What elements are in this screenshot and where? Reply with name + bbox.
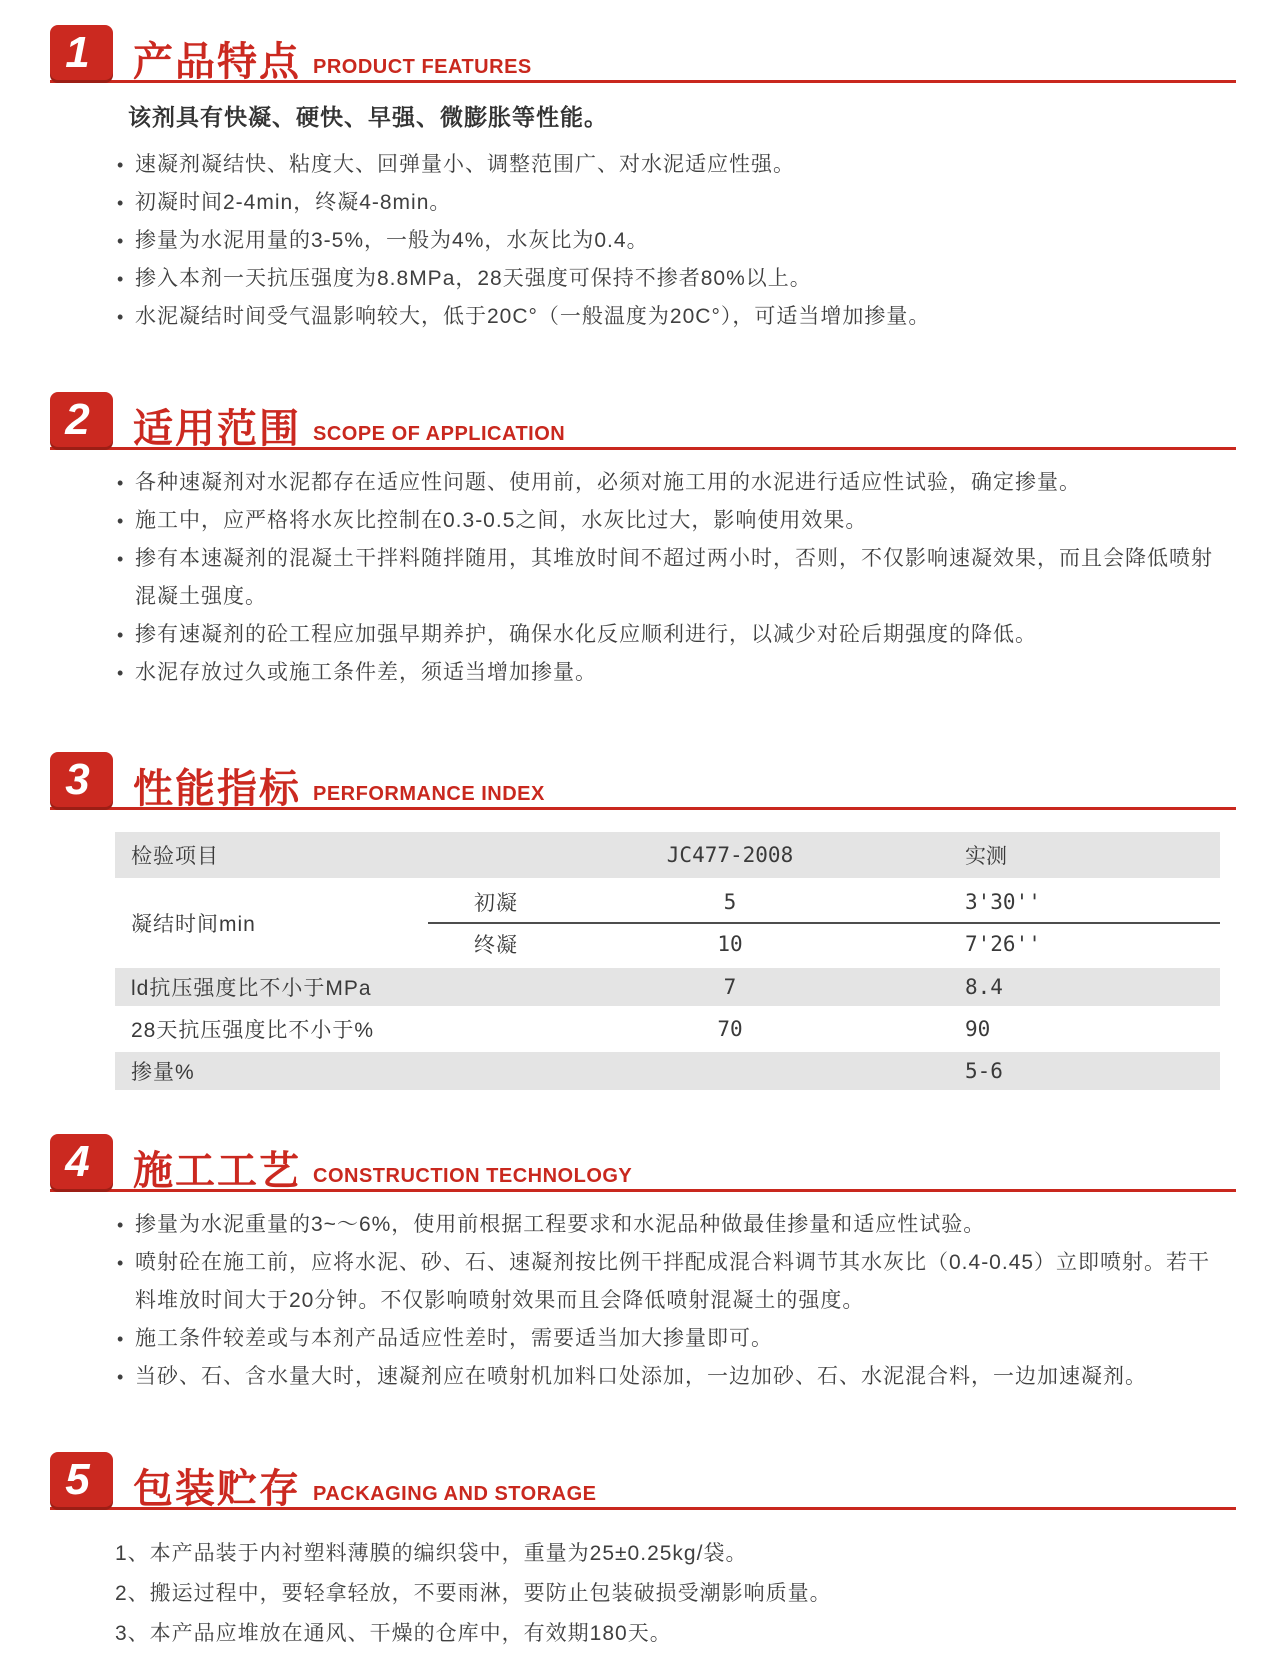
construction-bullet: • 当砂、石、含水量大时，速凝剂应在喷射机加料口处添加，一边加砂、石、水泥混合料，一边加速凝剂。: [115, 1358, 1220, 1396]
feature-bullet: • 速凝剂凝结快、粘度大、回弹量小、调整范围广、对水泥适应性强。: [115, 146, 1220, 184]
standard-value: 70: [717, 1017, 743, 1041]
packaging-item: 2、搬运过程中，要轻拿轻放，不要雨淋，要防止包装破损受潮影响质量。: [115, 1582, 832, 1605]
scope-bullet: • 掺有本速凝剂的混凝土干拌料随拌随用，其堆放时间不超过两小时，否则，不仅影响速凝效果，而且会降低喷射混凝土强度。: [115, 540, 1220, 616]
section-scope-of-application: [0, 392, 1280, 692]
standard-value: 5: [723, 890, 737, 914]
table-row-1d-strength: [115, 968, 1220, 1006]
section-subtitle: PRODUCT FEATURES: [313, 56, 532, 78]
measured-value: 3'30'': [965, 890, 1041, 914]
section-number-badge: 5: [50, 1452, 113, 1507]
construction-bullet: • 掺量为水泥重量的3~～6%，使用前根据工程要求和水泥品种做最佳掺量和适应性试验。: [115, 1206, 1220, 1244]
header-standard: JC477-2008: [666, 843, 794, 867]
row-label: 凝结时间min: [131, 913, 256, 936]
section-number-badge: 2: [50, 392, 113, 447]
section-packaging-storage: [0, 1452, 1280, 1654]
scope-bullet: • 掺有速凝剂的砼工程应加强早期养护，确保水化反应顺利进行，以减少对砼后期强度的降低。: [115, 616, 1220, 654]
measured-value: 90: [965, 1017, 991, 1041]
section-subtitle: PACKAGING AND STORAGE: [313, 1483, 597, 1505]
section-number-badge: 3: [50, 752, 113, 807]
section-number-badge: 4: [50, 1134, 113, 1189]
construction-bullet-list: [115, 1206, 1220, 1396]
feature-bullet: • 水泥凝结时间受气温影响较大，低于20C°（一般温度为20C°），可适当增加掺量。: [115, 298, 1220, 336]
section-title: 包装贮存: [133, 1467, 301, 1511]
header-measured: 实测: [965, 845, 1007, 868]
measured-value: 8.4: [965, 975, 1003, 999]
section-number-badge: 1: [50, 25, 113, 80]
section-body: [115, 1534, 1220, 1654]
construction-bullet: • 施工条件较差或与本剂产品适应性差时，需要适当加大掺量即可。: [115, 1320, 1220, 1358]
section-title: 适用范围: [133, 407, 301, 451]
packaging-numbered-list: [115, 1534, 1220, 1654]
setting-time-sub-rows: [470, 882, 1220, 964]
table-row-28d-strength: [115, 1010, 1220, 1048]
standard-value: 10: [717, 932, 743, 956]
section-performance-index: [0, 752, 1280, 1090]
feature-bullet: • 初凝时间2-4min，终凝4-8min。: [115, 184, 1220, 222]
scope-bullet-list: [115, 464, 1220, 692]
section-header: [50, 1452, 1236, 1510]
features-bullet-list: [115, 146, 1220, 336]
packaging-item: 3、本产品应堆放在通风、干燥的仓库中，有效期180天。: [115, 1622, 672, 1645]
packaging-item: 1、本产品装于内衬塑料薄膜的编织袋中，重量为25±0.25kg/袋。: [115, 1542, 748, 1565]
scope-bullet: • 施工中，应严格将水灰比控制在0.3-0.5之间，水灰比过大，影响使用效果。: [115, 502, 1220, 540]
table-row-dosage: [115, 1052, 1220, 1090]
section-header: [50, 1134, 1236, 1192]
section-construction-technology: [0, 1134, 1280, 1396]
section-title: 性能指标: [133, 767, 301, 811]
table-row-setting-time: [115, 882, 1220, 964]
sub-label: 初凝: [474, 892, 518, 915]
measured-value: 7'26'': [965, 932, 1041, 956]
row-label: ld抗压强度比不小于MPa: [131, 977, 372, 1000]
construction-bullet: • 喷射砼在施工前，应将水泥、砂、石、速凝剂按比例干拌配成混合料调节其水灰比（0.4-0.45）立即喷射。若干料堆放时间大于20分钟。不仅影响喷射效果而且会降低喷射混凝土的强度。: [115, 1244, 1220, 1320]
scope-bullet: • 水泥存放过久或施工条件差，须适当增加掺量。: [115, 654, 1220, 692]
section-title: 施工工艺: [133, 1149, 301, 1193]
section-product-features: [0, 0, 1280, 336]
section-subtitle: PERFORMANCE INDEX: [313, 783, 545, 805]
row-label: 28天抗压强度比不小于%: [131, 1019, 375, 1042]
section-subtitle: CONSTRUCTION TECHNOLOGY: [313, 1165, 633, 1187]
scope-bullet: • 各种速凝剂对水泥都存在适应性问题、使用前，必须对施工用的水泥进行适应性试验，确定掺量。: [115, 464, 1220, 502]
measured-value: 5-6: [965, 1059, 1003, 1083]
standard-value: 7: [723, 975, 737, 999]
performance-table: [115, 832, 1220, 1090]
sub-label: 终凝: [474, 934, 518, 957]
section-body: [115, 1206, 1220, 1396]
feature-bullet: • 掺量为水泥用量的3-5%，一般为4%，水灰比为0.4。: [115, 222, 1220, 260]
section-body: [115, 464, 1220, 692]
section-header: [50, 752, 1236, 810]
features-intro: 该剂具有快凝、硬快、早强、微膨胀等性能。: [128, 104, 608, 130]
table-header-row: [115, 832, 1220, 878]
row-label: 掺量%: [131, 1061, 195, 1084]
section-header: [50, 25, 1236, 83]
section-title: 产品特点: [133, 40, 301, 84]
header-item: 检验项目: [131, 845, 219, 868]
sub-row-initial-set: [470, 882, 1220, 922]
sub-row-final-set: [470, 924, 1220, 964]
section-subtitle: SCOPE OF APPLICATION: [313, 423, 566, 445]
section-header: [50, 392, 1236, 450]
feature-bullet: • 掺入本剂一天抗压强度为8.8MPa，28天强度可保持不掺者80%以上。: [115, 260, 1220, 298]
section-body: [115, 146, 1220, 336]
